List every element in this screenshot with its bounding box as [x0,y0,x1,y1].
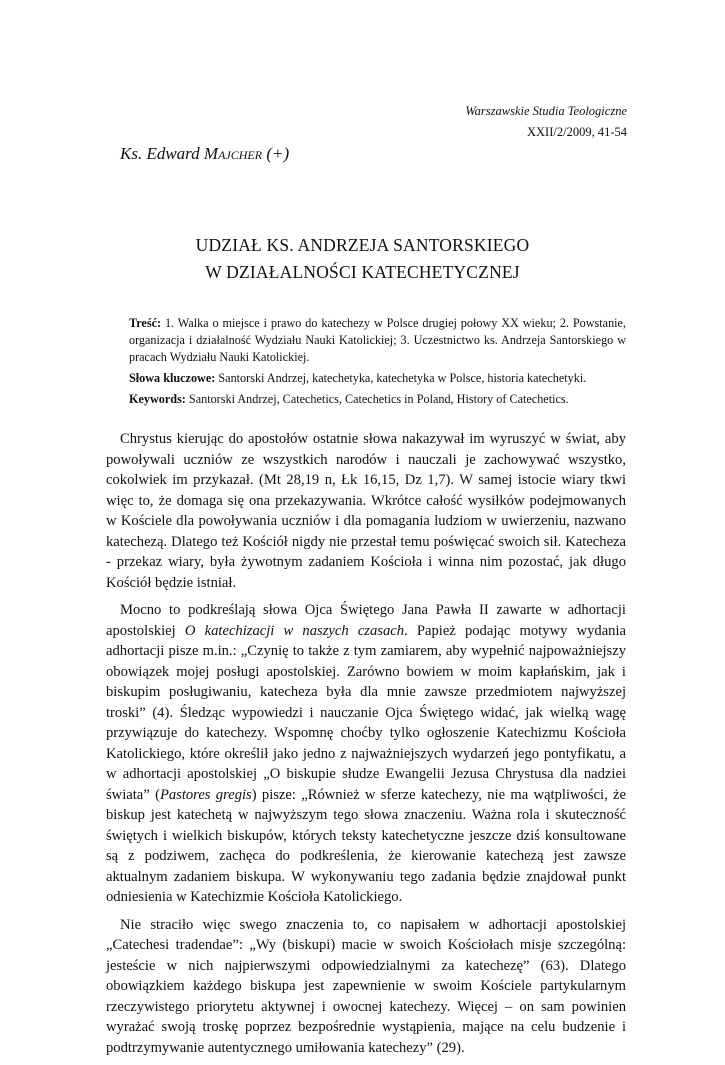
contents-label: Treść: [129,316,162,330]
journal-name: Warszawskie Studia Teologiczne [465,104,627,118]
body-paragraph-3: Nie straciło więc swego znaczenia to, co napisałem w adhortacji apostolskiej „Catechesi tradendae”: „Wy (biskupi) macie w swoich Kościołach misje szczególną: jesteście w nich najpierwszymi odpowiedzialnymi za katechezę” (63). Dlatego obowiązkiem każdego biskupa jest zapewnienie w swoim Kościele partykularnym rzeczywistego priorytetu aktywnej i owocnej katechezy. Więcej – on sam powinien wyrażać swoją troskę poprzez bezpośrednie wystąpienia, mające na celu budzenie i podtrzymywanie autentycznego umiłowania katechezy” (29). [106,916,626,1056]
p2-italic-title: O katechizacji w naszych czasach [184,622,405,639]
article-metadata [129,315,626,412]
journal-issue: XXII/2/2009, 41-54 [527,125,627,139]
contents-summary [129,315,626,366]
body-paragraph-1: Chrystus kierując do apostołów ostatnie słowa nakazywał im wyruszyć w świat, aby powoływali uczniów ze wszystkich narodów i nauczali je zachowywać wszystko, cokolwiek im przykazał. (Mt 28,19 n, Łk 16,15, Dz 1,7). W samej istocie wiary tkwi więc to, że domaga się ona przekazywania. Wkrótce całość wysiłków podejmowanych w Kościele dla powoływania uczniów i dla pomagania ludziom w uwierzeniu, nazwano katechezą. Dlatego też Kościół nigdy nie przestał temu poświęcać swoich sił. Katecheza - przekaz wiary, była żywotnym zadaniem Kościoła i winna nim pozostać, jak długo Kościół będzie istniał. [106,431,626,591]
journal-header [465,101,627,143]
p2-text-e: ) pisze: „Również w sferze katechezy, nie ma wątpliwości, że biskup jest katechetą w najwyższym tego słowa znaczeniu. Ważna rola i skuteczność świętych i wielkich biskupów, których teksty katechetyczne jeszcze dziś konsultowane są z podziwem, zachęca do podkreślenia, że kierowanie katechezą jest zawsze aktualnym zadaniem biskupa. W wykonywaniu tego zadania będzie znajdował punkt odniesienia w Katechizmie Kościoła Katolickiego. [106,786,626,905]
p2-text-c: . Papież podając motywy wydania adhortacji pisze m.in.: „Czynię to także z tym zamiarem, aby wypełnić najpoważniejszy obowiązek mojej posługi apostolskiej. Zarówno bowiem w moim kapłańskim, jak i biskupim posługiwaniu, katecheza była dla mnie zawsze przedmiotem najwyższej troski” (4). Śledząc wypowiedzi i nauczanie Ojca Świętego widać, jak wielką wagę przywiązuje do katechezy. Wspomnę choćby tylko ogłoszenie Katechizmu Kościoła Katolickiego, które określił jako jedno z najważniejszych wydarzeń jego pontyfikatu, a w adhortacji apostolskiej „O biskupie słudze Ewangelii Jezusa Chrystusa dla nadziei świata” ( [106,622,626,803]
author-surname: Majcher [203,144,263,163]
english-keywords-label: Keywords: [129,392,186,406]
author-suffix: (+) [266,144,290,163]
author-line [120,144,289,164]
english-keywords-text: Santorski Andrzej, Catechetics, Catechetics in Poland, History of Catechetics. [188,392,569,406]
polish-keywords [129,370,626,387]
title-line-2: W DZIAŁALNOŚCI KATECHETYCZNEJ [205,262,520,282]
p2-text-a: Mocno to podkreślają słowa Ojca Świętego Jana Pawła II zawarte w adhortacji apostolskiej [106,602,626,639]
article-title [0,232,725,286]
polish-keywords-label: Słowa kluczowe: [129,371,216,385]
title-line-1: UDZIAŁ KS. ANDRZEJA SANTORSKIEGO [195,235,530,255]
polish-keywords-text: Santorski Andrzej, katechetyka, katechetyka w Polsce, historia katechetyki. [218,371,587,385]
english-keywords [129,391,626,408]
p2-italic-pastores: Pastores gregis [159,786,252,803]
contents-text: 1. Walka o miejsce i prawo do katechezy w Polsce drugiej połowy XX wieku; 2. Powstanie, organizacja i działalność Wydziału Nauki Katolickiej; 3. Uczestnictwo ks. Andrzeja Santorskiego w pracach Wydziału Nauki Katolickiej. [129,316,627,364]
article-body [106,429,626,1065]
author-prefix: Ks. Edward [120,144,200,163]
body-paragraph-2 [106,600,626,908]
